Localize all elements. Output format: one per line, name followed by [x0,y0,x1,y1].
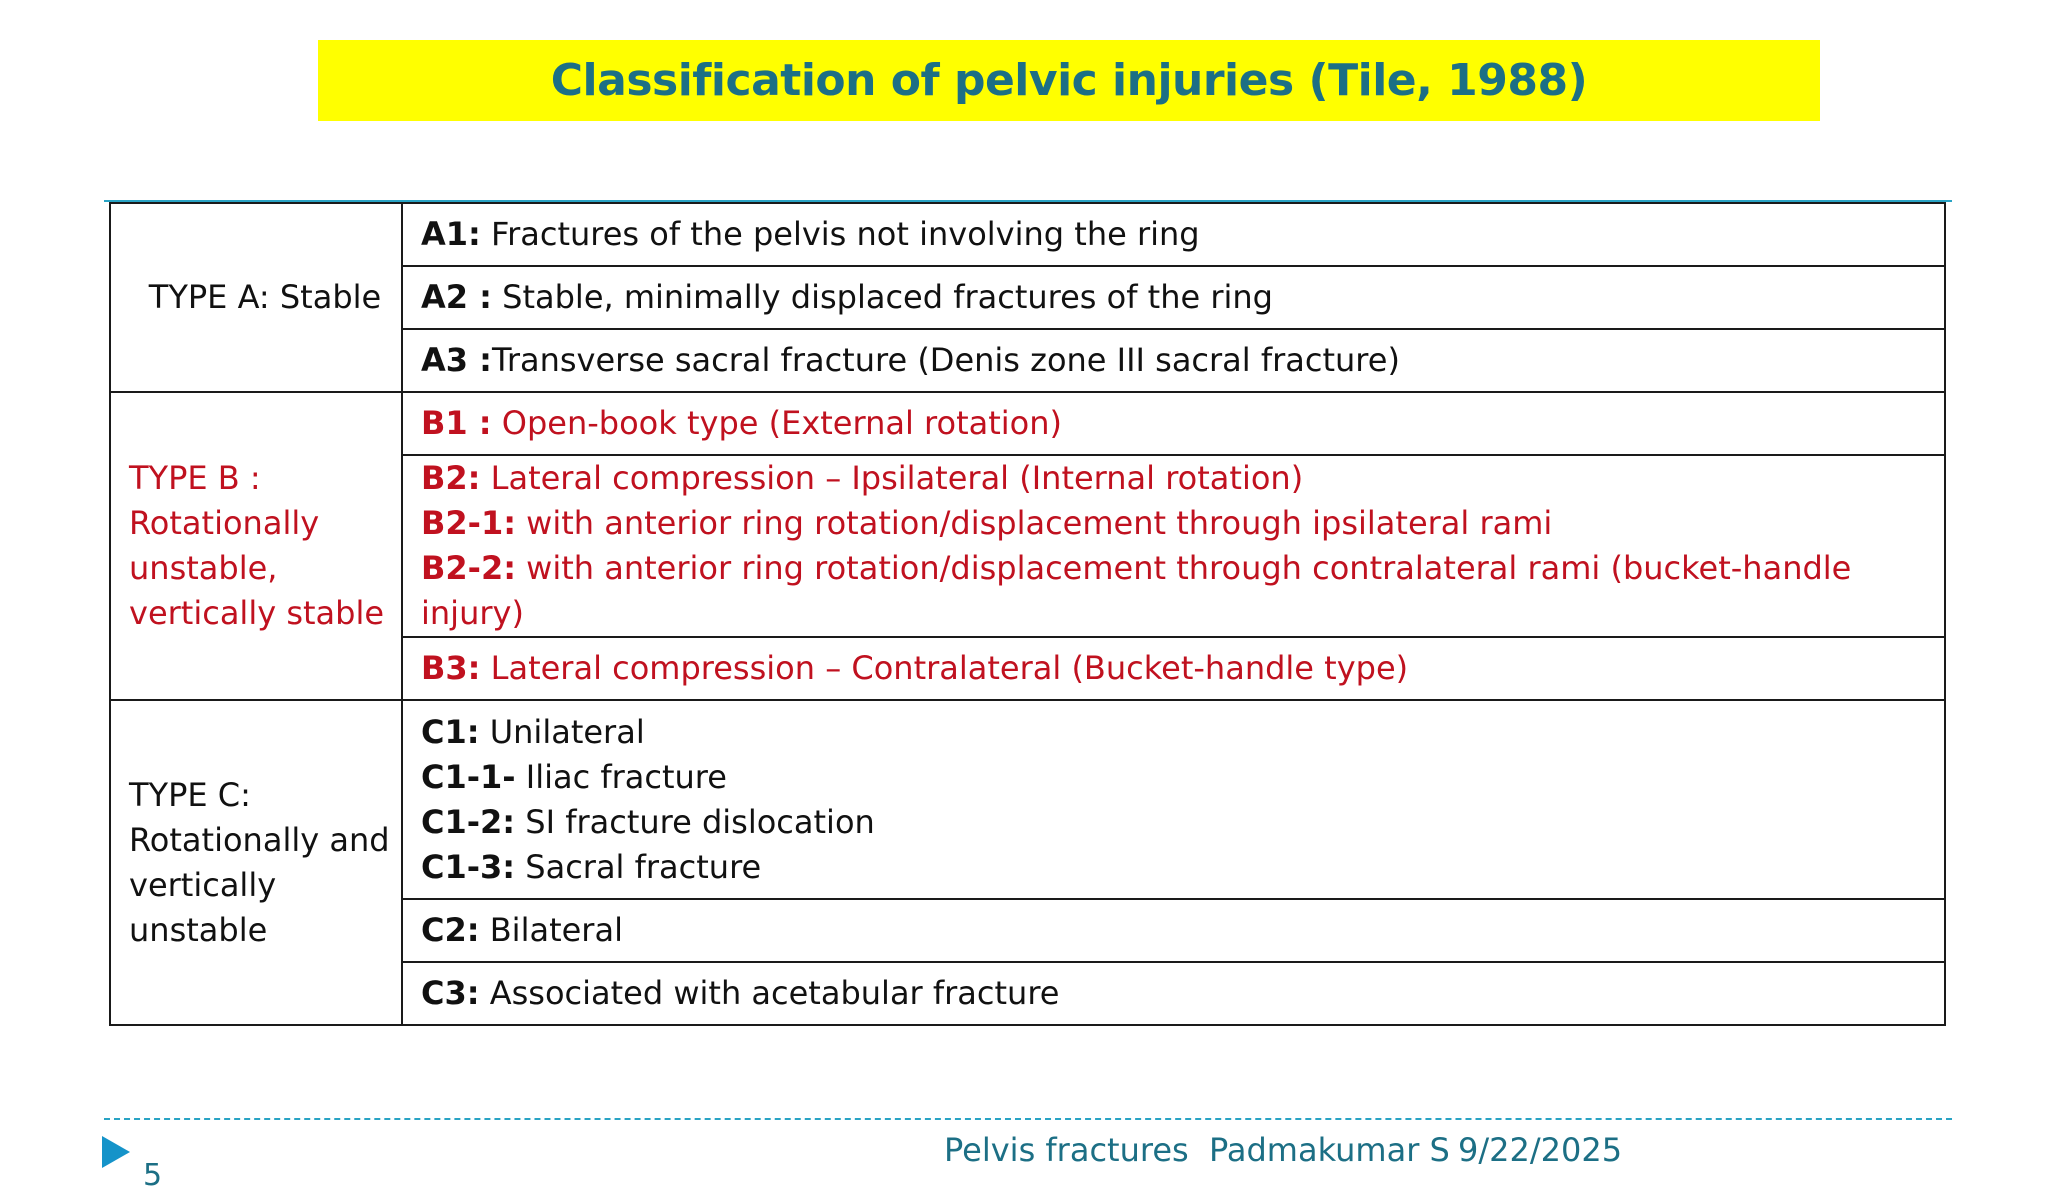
c1-cell [402,700,1945,899]
type-c-label-cell [110,700,402,1025]
b2-2-text: with anterior ring rotation/displacement through contralateral rami (bucket-handle injury) [421,549,1852,632]
tile-classification-table [109,202,1946,1026]
b3-text: Lateral compression – Contralateral (Bucket-handle type) [480,649,1409,687]
b1-code: B1 : [421,404,492,442]
type-c-label-line: unstable [129,910,268,949]
footer-text: Pelvis fractures Padmakumar S [944,1131,1450,1169]
table-row [110,203,1945,266]
slide-title: Classification of pelvic injuries (Tile, 1988) [550,55,1588,106]
type-b-label-line: vertically stable [129,594,385,632]
b2-2-code: B2-2: [421,549,516,587]
play-triangle-icon [102,1136,130,1168]
c1-3-line [421,845,1944,890]
b2-cell [402,455,1945,637]
b3-cell [402,637,1945,700]
c3-code: C3: [421,974,480,1012]
c2-code: C2: [421,911,480,949]
b2-text: Lateral compression – Ipsilateral (Internal rotation) [480,459,1304,497]
b3-code: B3: [421,649,481,687]
a3-code: A3 : [421,341,492,379]
c1-2-line [421,800,1944,845]
b2-line [421,456,1944,501]
c1-3-code: C1-3: [421,847,516,886]
b2-1-code: B2-1: [421,504,516,542]
table-row [110,392,1945,455]
a3-text: Transverse sacral fracture (Denis zone III sacral fracture) [491,341,1400,379]
a2-cell [402,266,1945,329]
footer-divider [104,1118,1952,1120]
table-row [110,700,1945,899]
type-b-label-cell [110,392,402,700]
a1-code: A1: [421,215,481,253]
c1-1-text: Iliac fracture [515,757,727,796]
c2-cell [402,899,1945,962]
b2-code: B2: [421,459,481,497]
c2-text: Bilateral [479,911,623,949]
type-c-label-line: TYPE C: [129,775,251,814]
c1-line [421,710,1944,755]
footer-date: 9/22/2025 [1458,1131,1623,1169]
type-b-label-line: TYPE B : [129,459,261,497]
b2-1-text: with anterior ring rotation/displacement through ipsilateral rami [516,504,1553,542]
type-b-label-line: Rotationally [129,504,320,542]
a3-cell [402,329,1945,392]
a1-text: Fractures of the pelvis not involving the ring [480,215,1200,253]
b1-cell [402,392,1945,455]
c1-2-code: C1-2: [421,802,516,841]
type-a-label: TYPE A: Stable [148,278,382,316]
a2-code: A2 : [421,278,492,316]
page-number: 5 [143,1158,163,1193]
b1-text: Open-book type (External rotation) [491,404,1062,442]
c3-text: Associated with acetabular fracture [479,974,1060,1012]
c1-2-text: SI fracture dislocation [515,802,875,841]
type-c-label-line: vertically [129,865,277,904]
type-b-label-line: unstable, [129,549,278,587]
b2-1-line [421,501,1944,546]
c1-1-code: C1-1- [421,757,516,796]
title-banner [318,40,1820,121]
a1-cell [402,203,1945,266]
a2-text: Stable, minimally displaced fractures of the ring [491,278,1273,316]
b2-2-line [421,546,1944,636]
c1-text: Unilateral [479,712,645,751]
c1-1-line [421,755,1944,800]
c1-3-text: Sacral fracture [515,847,762,886]
type-c-label-line: Rotationally and [129,820,390,859]
c3-cell [402,962,1945,1025]
type-a-label-cell [110,203,402,392]
c1-code: C1: [421,712,480,751]
